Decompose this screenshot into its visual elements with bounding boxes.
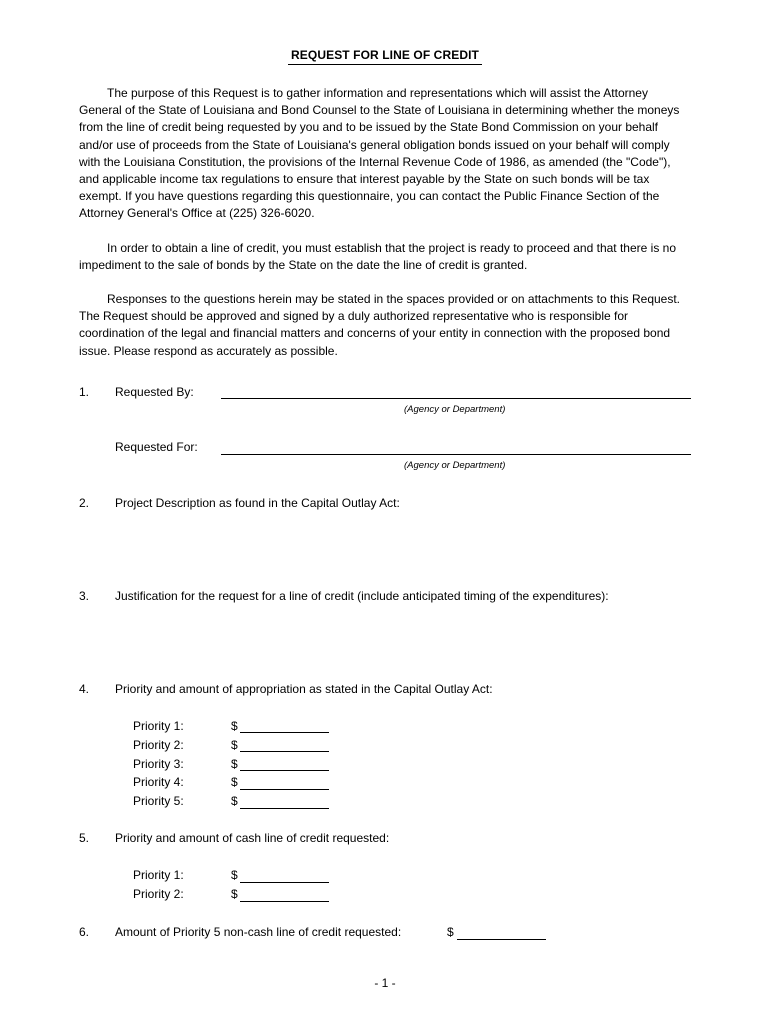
appropriation-priority-2-label: Priority 2:: [133, 738, 184, 752]
appropriation-priority-3-field[interactable]: [240, 770, 329, 771]
paragraph-requirements: In order to obtain a line of credit, you must establish that the project is ready to proceed and that there is no impediment to the sale of bonds by the State on the date the line of credit is granted.: [79, 241, 676, 273]
non-cash-line-label: Amount of Priority 5 non-cash line of credit requested:: [115, 925, 402, 939]
item-1-number: 1.: [79, 385, 90, 399]
dollar-sign: $: [231, 757, 238, 771]
requested-by-field[interactable]: [221, 398, 691, 399]
item-3-number: 3.: [79, 589, 90, 603]
project-description-label: Project Description as found in the Capital Outlay Act:: [115, 496, 400, 510]
cash-priority-1-field[interactable]: [240, 882, 329, 883]
appropriation-priority-label: Priority and amount of appropriation as stated in the Capital Outlay Act:: [115, 682, 493, 696]
appropriation-priority-5-field[interactable]: [240, 808, 329, 809]
cash-line-priority-label: Priority and amount of cash line of credit requested:: [115, 831, 390, 845]
dollar-sign: $: [231, 887, 238, 901]
appropriation-priority-4-field[interactable]: [240, 789, 329, 790]
paragraph-purpose: The purpose of this Request is to gather information and representations which will assist the Attorney General of the State of Louisiana and Bond Counsel to the State of Louisiana in determining whether the moneys from the line of credit being requested by you and to be issued by the State Bond Commission on your behalf and/or use of proceeds from the State of Louisiana's general obligation bonds issued on your behalf will comply with the Louisiana Constitution, the provisions of the Internal Revenue Code of 1986, as amended (the "Code"), and applicable income tax regulations to ensure that interest payable by the State on such bonds will be tax exempt. If you have questions regarding this questionnaire, you can contact the Public Finance Section of the Attorney General's Office at (225) 326-6020.: [79, 86, 680, 221]
item-2-number: 2.: [79, 496, 90, 510]
cash-priority-1-label: Priority 1:: [133, 868, 184, 882]
dollar-sign: $: [231, 719, 238, 733]
dollar-sign: $: [231, 738, 238, 752]
justification-label: Justification for the request for a line of credit (include anticipated timing of the expenditures):: [115, 589, 609, 603]
requested-for-field[interactable]: [221, 454, 691, 455]
page-number: - 1 -: [374, 976, 396, 990]
item-6-number: 6.: [79, 925, 90, 939]
dollar-sign: $: [231, 868, 238, 882]
cash-priority-2-field[interactable]: [240, 901, 329, 902]
item-5-number: 5.: [79, 831, 90, 845]
paragraph-responses: Responses to the questions herein may be stated in the spaces provided or on attachments to this Request. The Request should be approved and signed by a duly authorized representative who is responsible for coordination of the legal and financial matters and concerns of your entity in connection with the proposed bond issue. Please respond as accurately as possible.: [79, 292, 681, 358]
requested-by-caption: (Agency or Department): [404, 404, 506, 415]
appropriation-priority-5-label: Priority 5:: [133, 794, 184, 808]
appropriation-priority-2-field[interactable]: [240, 751, 329, 752]
appropriation-priority-4-label: Priority 4:: [133, 775, 184, 789]
appropriation-priority-1-field[interactable]: [240, 732, 329, 733]
dollar-sign: $: [231, 775, 238, 789]
dollar-sign: $: [447, 925, 454, 939]
dollar-sign: $: [231, 794, 238, 808]
appropriation-priority-1-label: Priority 1:: [133, 719, 184, 733]
requested-for-caption: (Agency or Department): [404, 460, 506, 471]
document-title: [0, 48, 770, 65]
non-cash-line-amount-field[interactable]: [457, 939, 546, 940]
requested-by-label: Requested By:: [115, 385, 194, 399]
title-text: REQUEST FOR LINE OF CREDIT: [288, 48, 482, 65]
item-4-number: 4.: [79, 682, 90, 696]
cash-priority-2-label: Priority 2:: [133, 887, 184, 901]
requested-for-label: Requested For:: [115, 440, 198, 454]
appropriation-priority-3-label: Priority 3:: [133, 757, 184, 771]
